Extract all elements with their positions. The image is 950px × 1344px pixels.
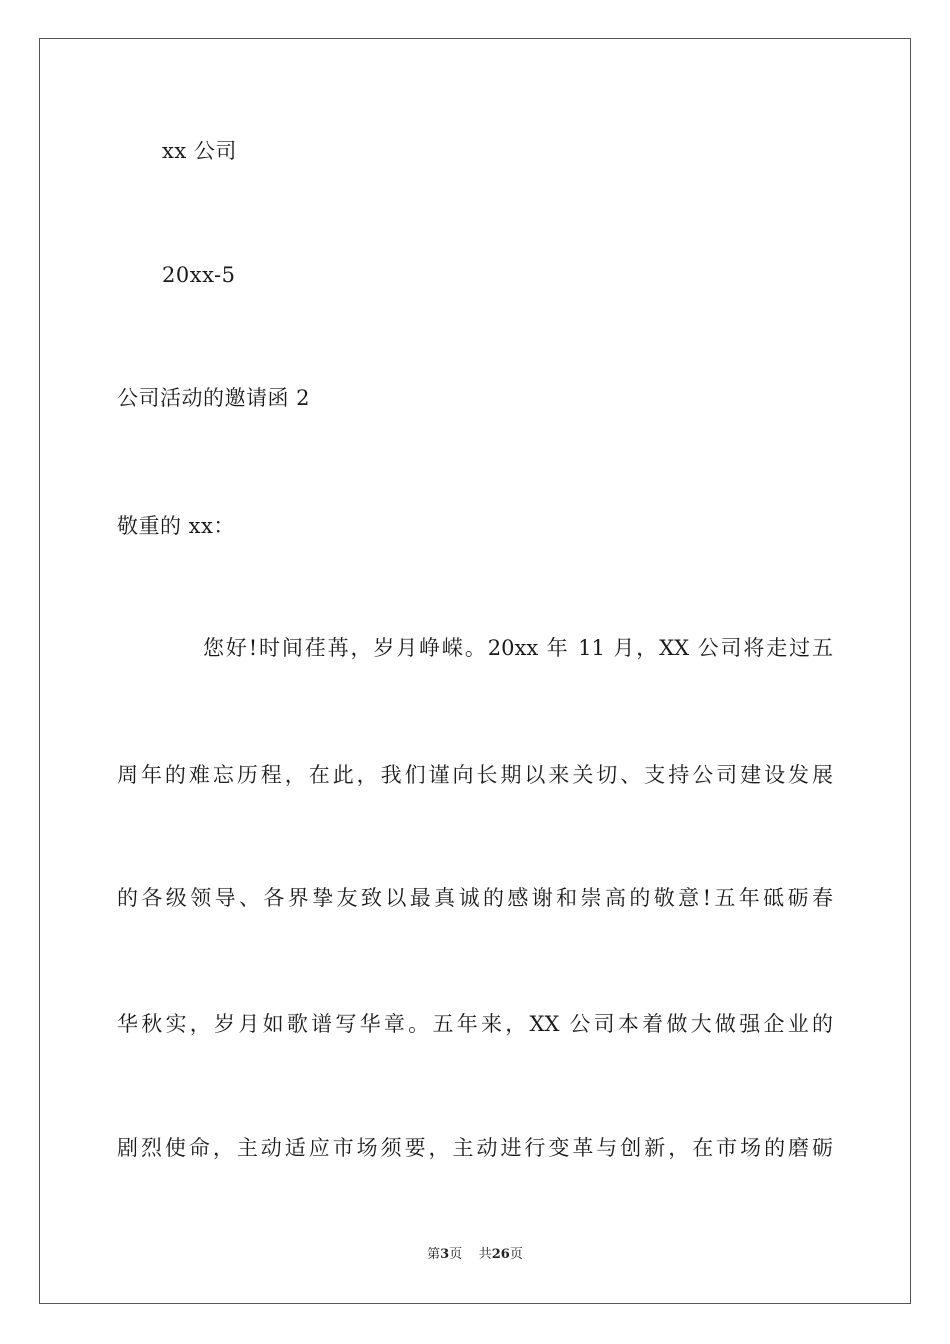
body-line-5: 剧烈使命，主动适应市场须要，主动进行变革与创新，在市场的磨砺 bbox=[117, 1136, 833, 1160]
page-suffix: 页 bbox=[449, 1247, 463, 1262]
body-line-4: 华秋实，岁月如歌谱写华章。五年来，XX 公司本着做大做强企业的 bbox=[117, 1012, 833, 1036]
body-line-1: 您好!时间荏苒，岁月峥嵘。20xx 年 11 月，XX 公司将走过五 bbox=[203, 636, 833, 660]
total-pages: 26 bbox=[491, 1247, 510, 1262]
page-number: 3 bbox=[440, 1247, 450, 1262]
body-line-2: 周年的难忘历程，在此，我们谨向长期以来关切、支持公司建设发展 bbox=[117, 763, 833, 787]
signature-date: 20xx-5 bbox=[162, 263, 236, 287]
total-suffix: 页 bbox=[509, 1247, 523, 1262]
total-prefix: 共 bbox=[478, 1247, 492, 1262]
section-title: 公司活动的邀请函 2 bbox=[117, 386, 311, 410]
page-footer bbox=[0, 1246, 950, 1264]
signature-company: xx 公司 bbox=[162, 139, 237, 163]
page-prefix: 第 bbox=[427, 1247, 441, 1262]
salutation: 敬重的 xx： bbox=[117, 514, 235, 538]
body-line-3: 的各级领导、各界挚友致以最真诚的感谢和崇高的敬意!五年砥砺春 bbox=[117, 886, 833, 910]
page-border bbox=[39, 38, 911, 1304]
